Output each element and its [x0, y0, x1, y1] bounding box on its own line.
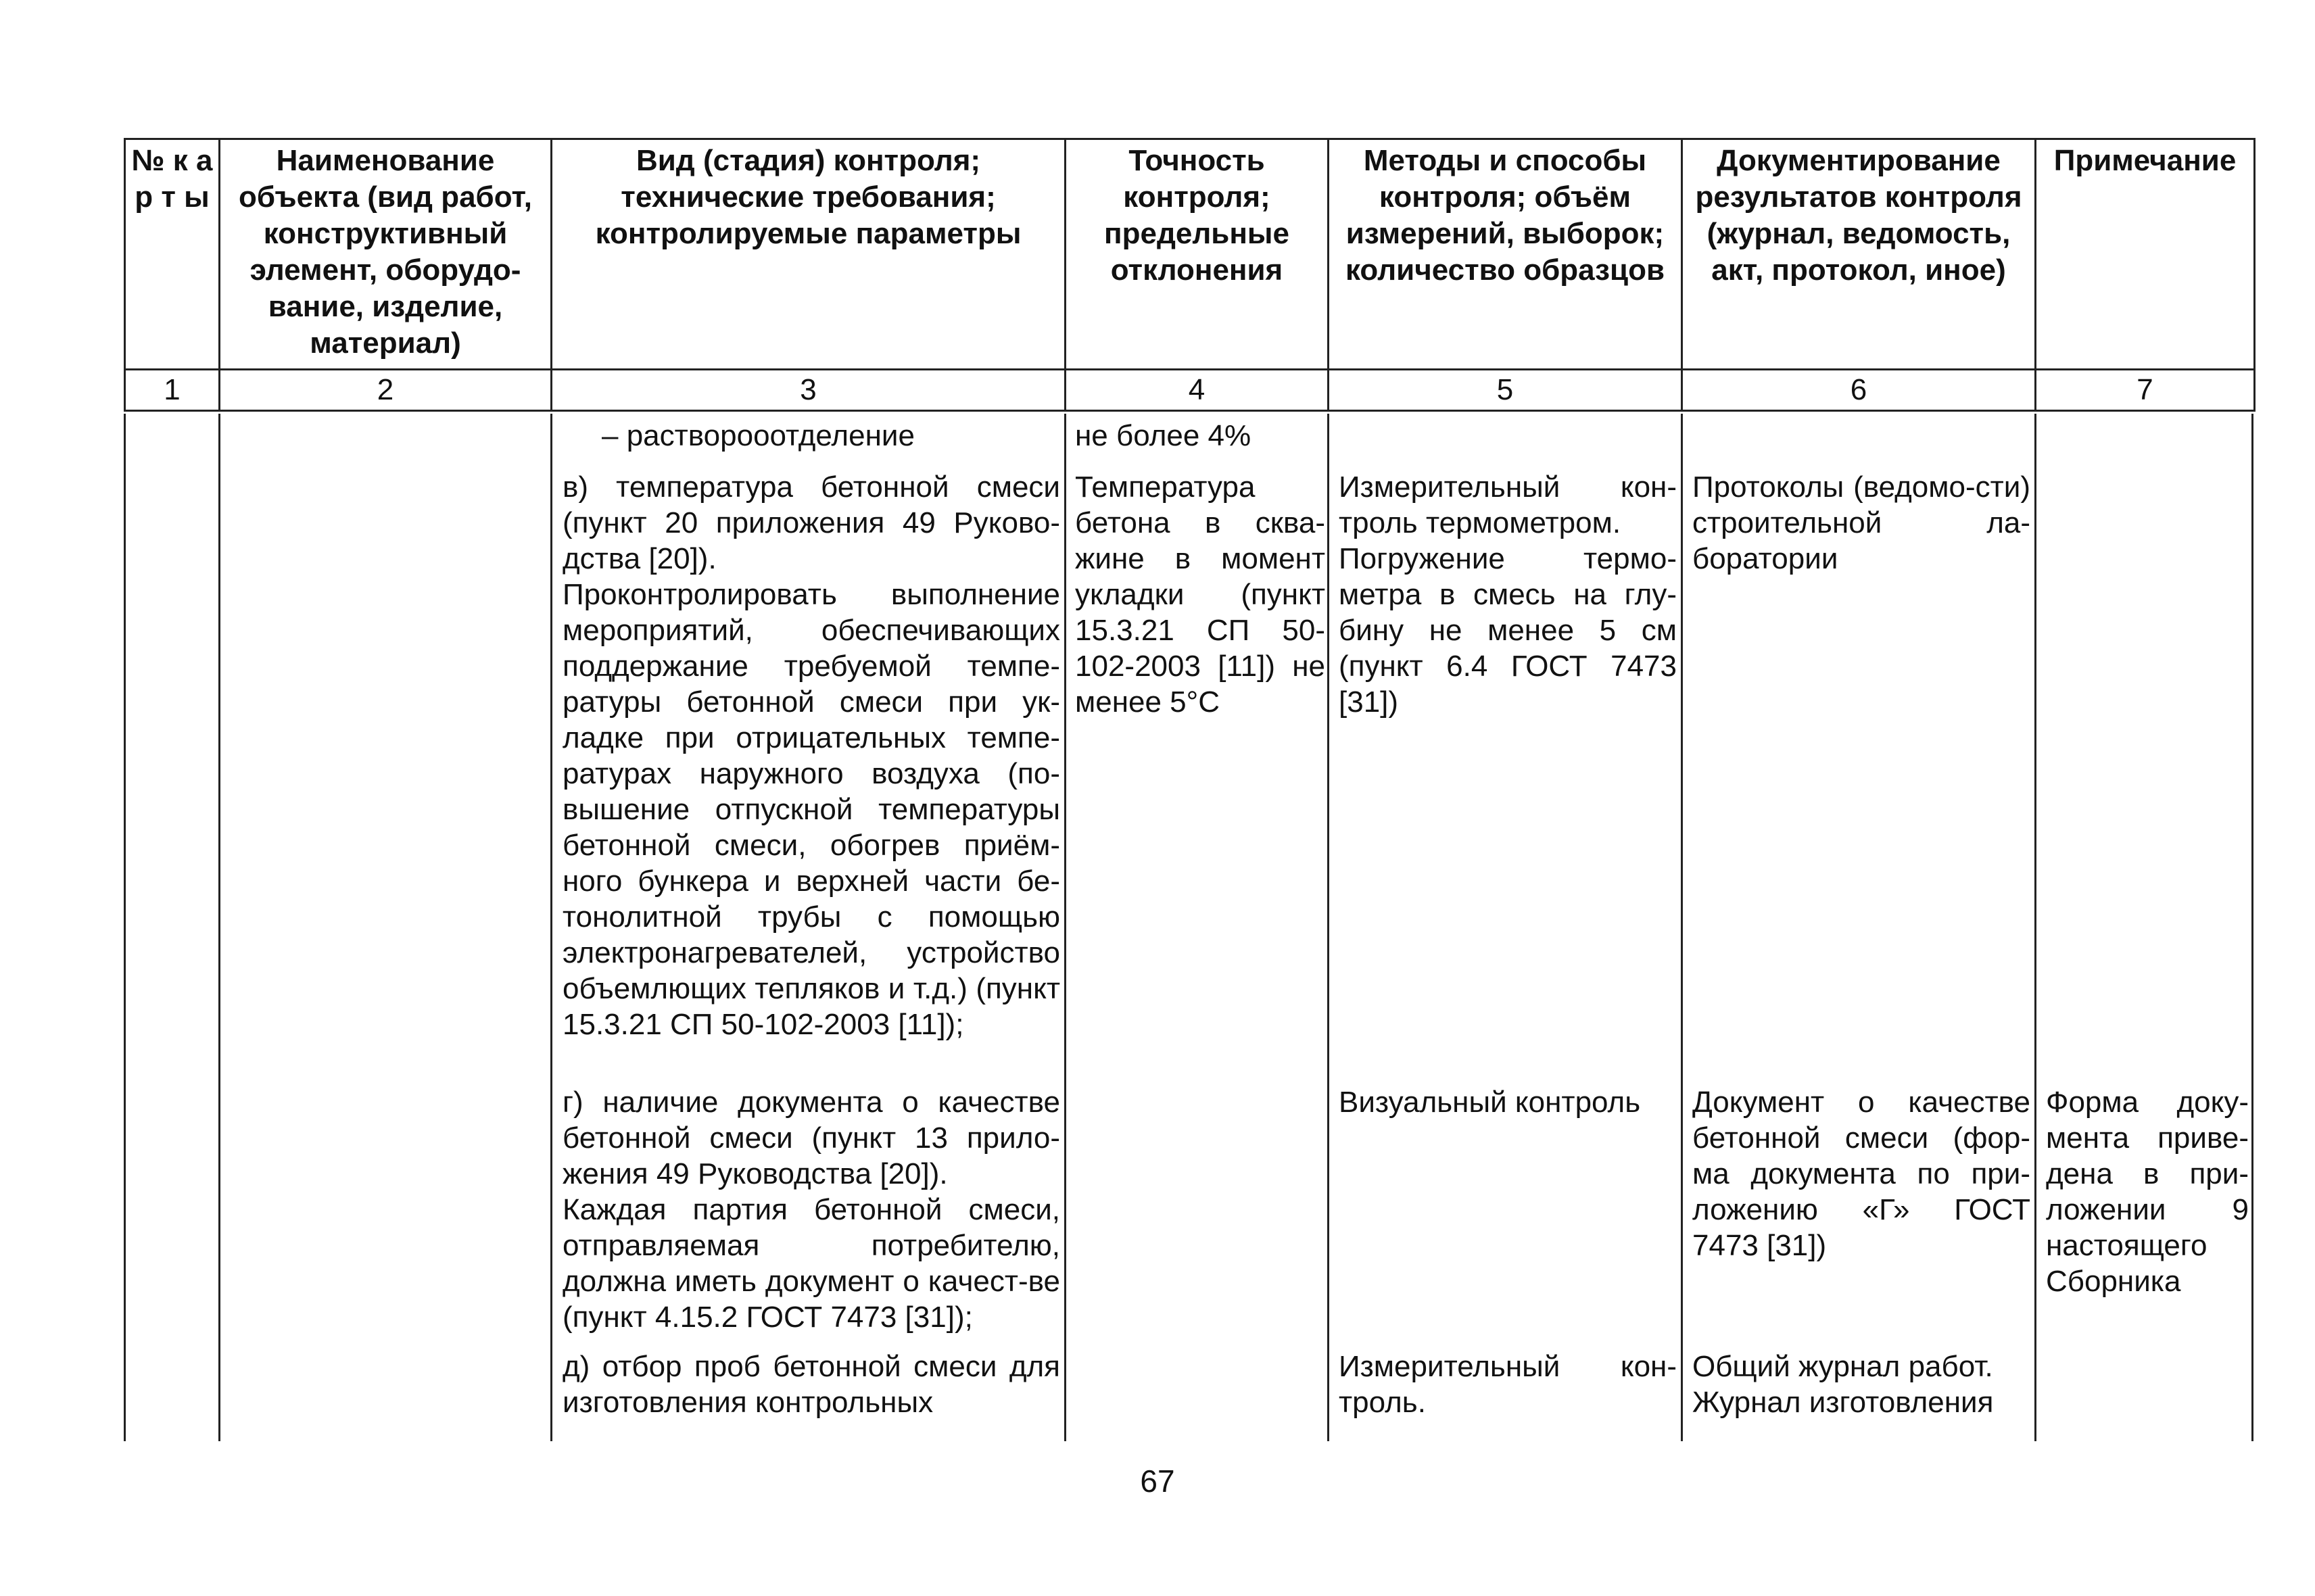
column-border	[2251, 414, 2253, 1441]
header-accuracy: Точность контроля; предельные отклонения	[1066, 139, 1329, 370]
cell-temperature-limit: Температура бетона в сква-жине в момент укладки (пункт 15.3.21 СП 50-102-2003 [11]) не менее 5°С	[1075, 470, 1325, 719]
column-border	[1064, 414, 1066, 1441]
column-number: 7	[2036, 370, 2255, 411]
cell-quality-note: Форма доку-мента приве-дена в при-ложении 9 настоящего Сборника	[2046, 1086, 2249, 1298]
header-documentation: Документирование результатов контроля (журнал, ведомость, акт, протокол, иное)	[1682, 139, 2036, 370]
cell-mortar-limit: не более 4%	[1075, 419, 1251, 452]
temperature-method-paragraph: Измерительный кон-троль термометром.	[1339, 470, 1677, 539]
column-border	[218, 414, 220, 1441]
column-number: 4	[1066, 370, 1329, 411]
column-number: 6	[1682, 370, 2036, 411]
temperature-measures-paragraph: Проконтролировать выполнение мероприятий, обеспечивающих поддержание требуемой темпе-ратуры бетонной смеси при ук-ладке при отрицательных темпе-ратурах наружного воздуха (по-вышение отпускной температуры бетонной смеси, обогрев приём-ного бункера и верхней части бе-тонолитной трубы с помощью электронагревателей, устройство объемлющих тепляков и т.д.) (пункт 15.3.21 СП 50-102-2003 [11]);	[563, 578, 1060, 1041]
temperature-paragraph: в) температура бетонной смеси (пункт 20 приложения 49 Руково-дства [20]).	[563, 470, 1060, 575]
column-border	[2034, 414, 2036, 1441]
column-number: 1	[125, 370, 220, 411]
cell-sampling: д) отбор проб бетонной смеси для изготовления контрольных	[563, 1350, 1060, 1419]
temperature-immersion-paragraph: Погружение термо-метра в смесь на глу-бину не менее 5 см (пункт 6.4 ГОСТ 7473 [31])	[1339, 542, 1677, 719]
column-border	[124, 414, 126, 1441]
cell-quality-documentation: Документ о качестве бетонной смеси (фор-ма документа по при-ложению «Г» ГОСТ 7473 [31])	[1692, 1086, 2030, 1262]
header-object-name: Наименование объекта (вид работ, конструктивный элемент, оборудо-вание, изделие, материал)	[220, 139, 552, 370]
cell-temperature-method	[1339, 469, 1677, 720]
cell-visual-control: Визуальный контроль	[1339, 1086, 1641, 1119]
cell-sampling-method: Измерительный кон-троль.	[1339, 1350, 1677, 1419]
header-methods: Методы и способы контроля; объём измерений, выборок; количество образцов	[1329, 139, 1682, 370]
cell-sampling-documentation	[1692, 1349, 2030, 1420]
column-border	[550, 414, 552, 1441]
cell-quality-document	[563, 1084, 1060, 1335]
page-number: 67	[1140, 1464, 1175, 1499]
column-number: 5	[1329, 370, 1682, 411]
cell-mortar-separation: – растворооотделение	[602, 419, 915, 452]
quality-batch-paragraph: Каждая партия бетонной смеси, отправляемая потребителю, должна иметь документ о качест-ве (пункт 4.15.2 ГОСТ 7473 [31]);	[563, 1193, 1060, 1334]
column-number: 2	[220, 370, 552, 411]
column-number: 3	[552, 370, 1066, 411]
column-border	[1327, 414, 1329, 1441]
header-card-number: № к а р т ы	[125, 139, 220, 370]
quality-document-paragraph: г) наличие документа о качестве бетонной смеси (пункт 13 прило-жения 49 Руководства [20]).	[563, 1086, 1060, 1190]
column-border	[1681, 414, 1683, 1441]
cell-temperature-documentation: Протоколы (ведомо-сти) строительной ла-боратории	[1692, 470, 2030, 575]
sampling-log-paragraph: Журнал изготовления	[1692, 1386, 1994, 1419]
sampling-journal-paragraph: Общий журнал работ.	[1692, 1350, 1993, 1383]
header-note: Примечание	[2036, 139, 2255, 370]
header-control-type: Вид (стадия) контроля; технические требования; контролируемые параметры	[552, 139, 1066, 370]
cell-temperature-requirement	[563, 469, 1060, 1042]
table-header	[124, 138, 2256, 412]
